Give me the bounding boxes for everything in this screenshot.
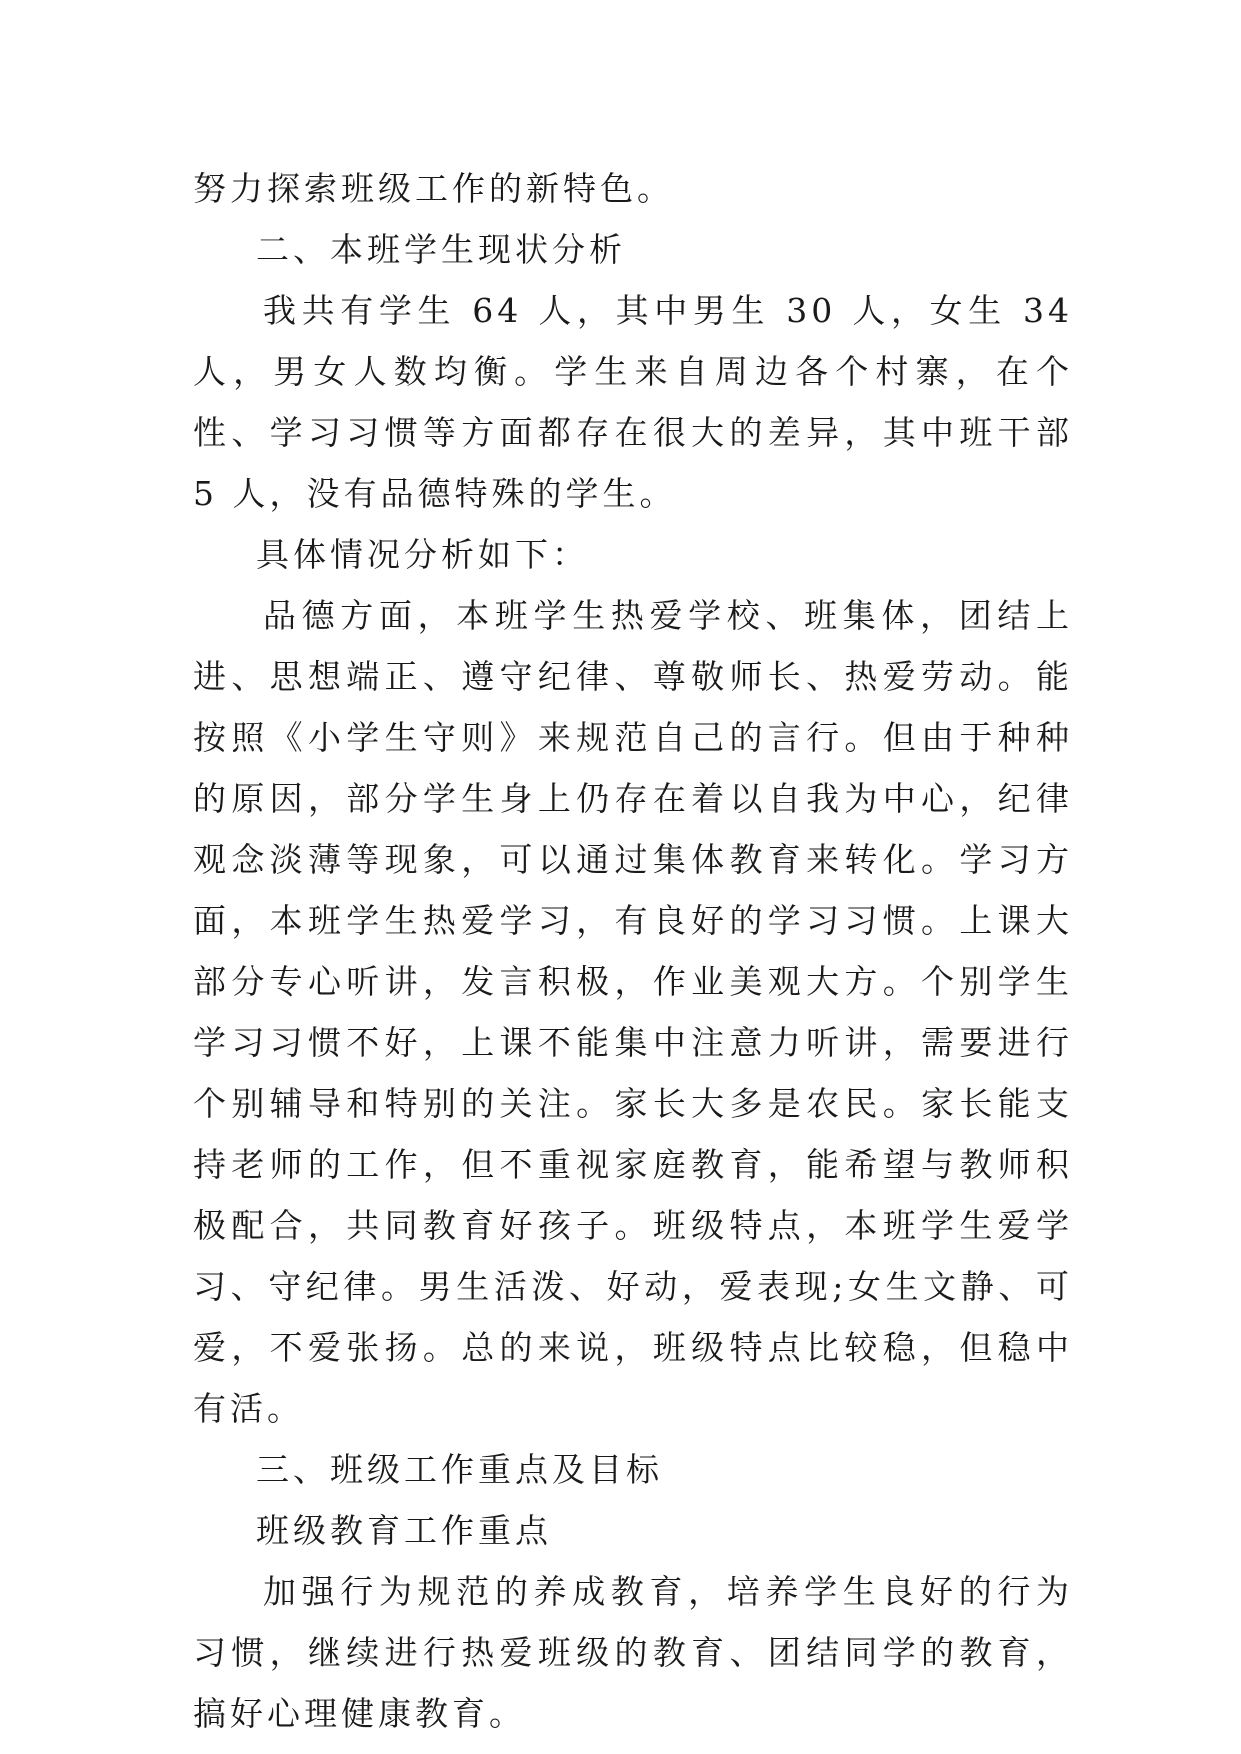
- document-body: [193, 158, 1073, 1744]
- paragraph-continued: 努力探索班级工作的新特色。: [193, 169, 674, 208]
- section-heading-student-status: 二、本班学生现状分析: [256, 230, 626, 269]
- subheading-education-focus: 班级教育工作重点: [256, 1511, 552, 1550]
- paragraph-analysis-detail: 品德方面，本班学生热爱学校、班集体，团结上进、思想端正、遵守纪律、尊敬师长、热爱劳动。能按照《小学生守则》来规范自己的言行。但由于种种的原因，部分学生身上仍存在着以自我为中心，纪律观念淡薄等现象，可以通过集体教育来转化。学习方面，本班学生热爱学习，有良好的学习习惯。上课大部分专心听讲，发言积极，作业美观大方。个别学生学习习惯不好，上课不能集中注意力听讲，需要进行个别辅导和特别的关注。家长大多是农民。家长能支持老师的工作，但不重视家庭教育，能希望与教师积极配合，共同教育好孩子。班级特点，本班学生爱学习、守纪律。男生活泼、好动，爱表现;女生文静、可爱，不爱张扬。总的来说，班级特点比较稳，但稳中有活。: [193, 596, 1073, 1428]
- paragraph-student-count: 我共有学生 64 人，其中男生 30 人，女生 34 人，男女人数均衡。学生来自周边各个村寨，在个性、学习习惯等方面都存在很大的差异，其中班干部 5 人，没有品德特殊的学生。: [193, 291, 1073, 513]
- section-heading-focus-goals: 三、班级工作重点及目标: [256, 1450, 663, 1489]
- paragraph-education-focus: 加强行为规范的养成教育，培养学生良好的行为习惯，继续进行热爱班级的教育、团结同学的教育，搞好心理健康教育。: [193, 1572, 1073, 1733]
- subheading-analysis: 具体情况分析如下：: [256, 535, 589, 574]
